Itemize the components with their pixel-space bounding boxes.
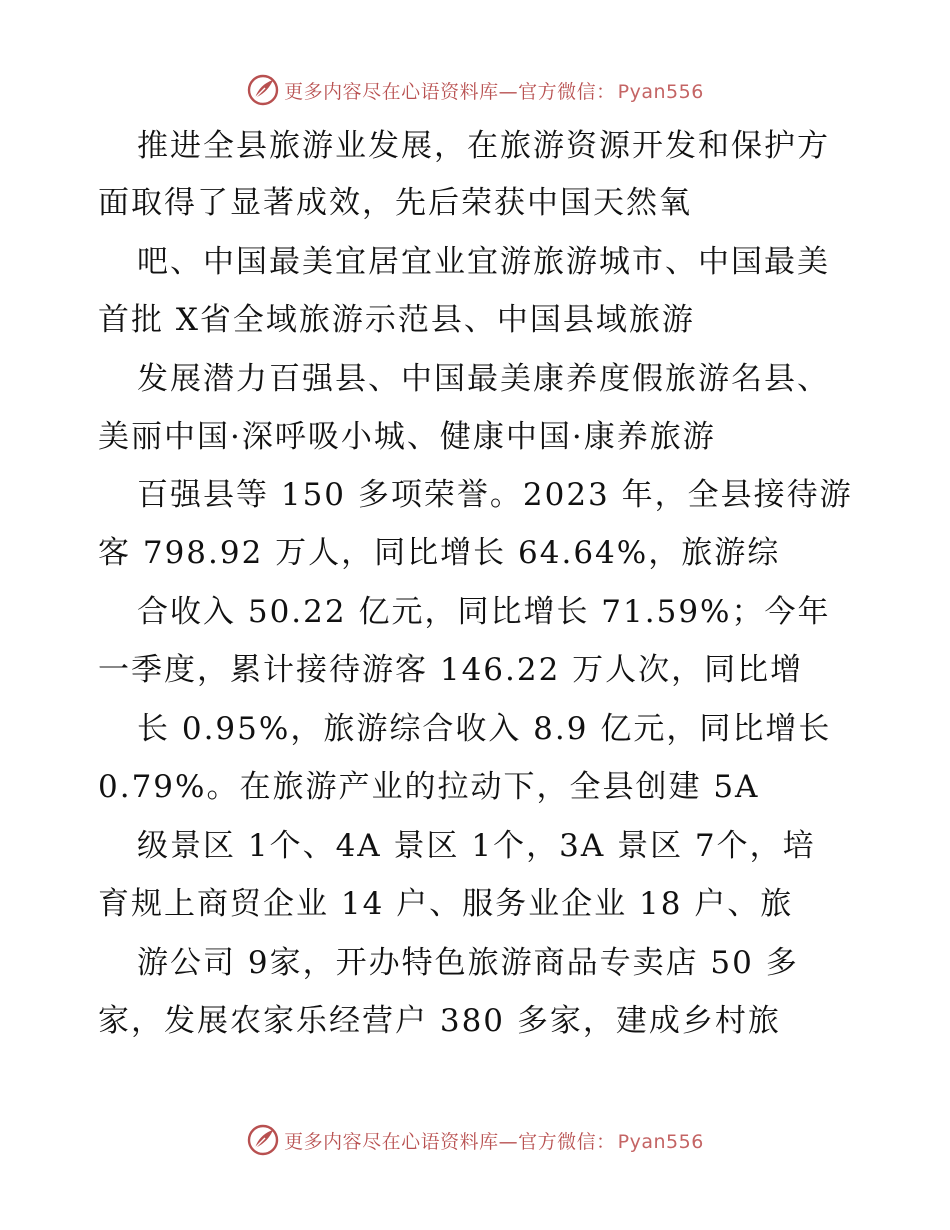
text-line: 级景区 1个、4A 景区 1个，3A 景区 7个，培 xyxy=(137,828,816,864)
text-line: 育规上商贸企业 14 户、服务业企业 18 户、旅 xyxy=(98,886,794,922)
watermark-text: 更多内容尽在心语资料库—官方微信： Pyan556 xyxy=(284,1130,704,1153)
feather-pen-logo-icon xyxy=(246,1123,280,1157)
text-line: 发展潜力百强县、中国最美康养度假旅游名县、 xyxy=(137,361,830,397)
header-watermark xyxy=(0,68,950,112)
text-line: 长 0.95%，旅游综合收入 8.9 亿元，同比增长 xyxy=(137,711,832,747)
text-line: 百强县等 150 多项荣誉。2023 年，全县接待游 xyxy=(137,477,853,513)
watermark-wechat-id: Pyan556 xyxy=(617,80,704,103)
text-line: 吧、中国最美宜居宜业宜游旅游城市、中国最美 xyxy=(137,244,830,280)
text-line: 推进全县旅游业发展，在旅游资源开发和保护方 xyxy=(137,128,830,164)
text-line: 首批 X省全域旅游示范县、中国县域旅游 xyxy=(98,302,695,338)
watermark-text: 更多内容尽在心语资料库—官方微信： Pyan556 xyxy=(284,80,704,103)
text-line: 面取得了显著成效，先后荣获中国天然氧 xyxy=(98,185,692,221)
text-line: 0.79%。在旅游产业的拉动下，全县创建 5A xyxy=(98,769,760,805)
text-line: 客 798.92 万人，同比增长 64.64%，旅游综 xyxy=(98,535,781,571)
feather-pen-logo-icon xyxy=(246,73,280,107)
text-line: 游公司 9家，开办特色旅游商品专卖店 50 多 xyxy=(137,945,799,981)
footer-watermark xyxy=(0,1118,950,1162)
watermark-wechat-id: Pyan556 xyxy=(617,1130,704,1153)
text-line: 美丽中国·深呼吸小城、健康中国·康养旅游 xyxy=(98,419,716,455)
text-line: 家，发展农家乐经营户 380 多家，建成乡村旅 xyxy=(98,1003,781,1039)
text-line: 合收入 50.22 亿元，同比增长 71.59%；今年 xyxy=(137,594,831,630)
text-line: 一季度，累计接待游客 146.22 万人次，同比增 xyxy=(98,652,804,688)
